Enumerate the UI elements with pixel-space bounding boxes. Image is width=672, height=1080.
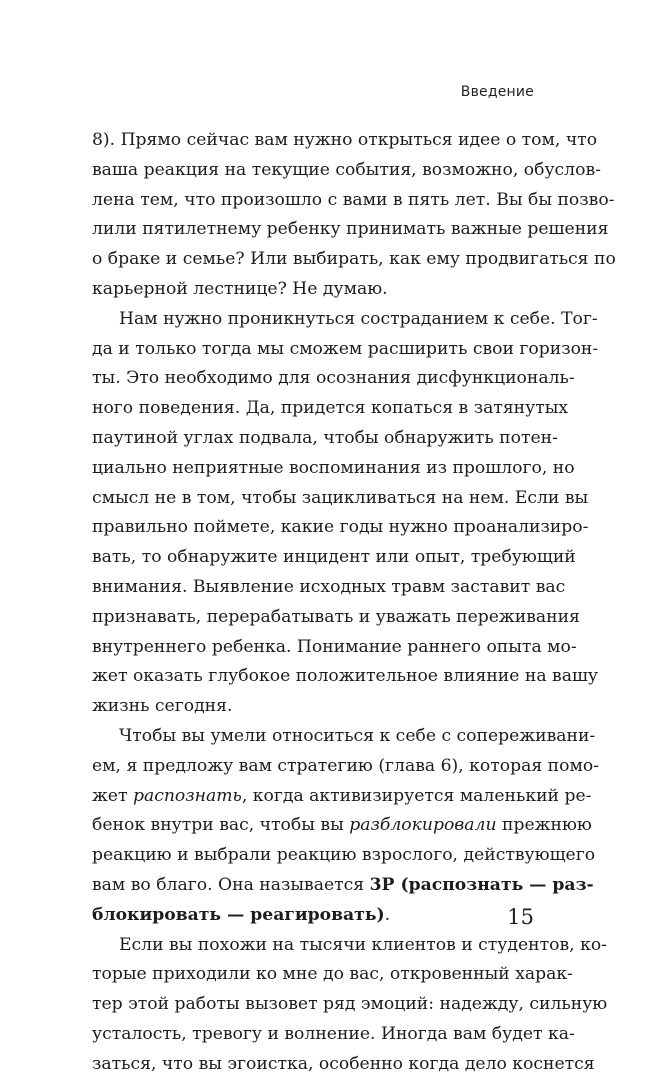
text-segment: бенок внутри вас, чтобы вы [92, 815, 350, 836]
text-line [92, 484, 589, 514]
text-line [92, 752, 600, 782]
text-segment: заться, что вы эгоистка, особенно когда дело коснется [92, 1053, 595, 1074]
text-segment: ного поведения. Да, придется копаться в затянутых [92, 398, 569, 419]
text-line [92, 513, 589, 543]
text-segment: паутиной углах подвала, чтобы обнаружить потен- [92, 427, 558, 448]
text-line [92, 1050, 595, 1080]
text-segment: Нам нужно проникнуться состраданием к себе. Тог- [119, 308, 598, 329]
paragraph [92, 305, 599, 722]
text-segment: ты. Это необходимо для осознания дисфункциональ- [92, 368, 575, 389]
text-line [92, 633, 577, 663]
text-line [92, 186, 615, 216]
text-segment: вам во благо. Она называется [92, 874, 370, 895]
text-segment: о браке и семье? Или выбирать, как ему продвигаться по [92, 249, 616, 270]
text-line [92, 394, 569, 424]
text-segment: внимания. Выявление исходных травм заставит вас [92, 576, 566, 597]
italic-term: распознать [132, 785, 242, 806]
text-line [92, 335, 599, 365]
bold-term: 3Р (распознать — раз- [369, 874, 594, 895]
text-segment: 8). Прямо сейчас вам нужно открыться идее о том, что [92, 130, 598, 150]
text-line [92, 543, 576, 573]
text-segment: . [384, 904, 391, 925]
text-line [92, 364, 575, 394]
text-line [92, 960, 573, 990]
text-segment: ем, я предложу вам стратегию (глава 6), которая помо- [92, 755, 600, 776]
text-line [92, 603, 580, 633]
text-segment: усталость, тревогу и волнение. Иногда вам будет ка- [92, 1023, 575, 1044]
text-line [92, 245, 616, 275]
text-line [92, 275, 538, 305]
text-segment: Если вы похожи на тысячи клиентов и студентов, ко- [119, 934, 607, 955]
text-segment: торые приходили ко мне до вас, откровенный харак- [92, 964, 573, 985]
text-line [92, 811, 592, 841]
text-segment: лена тем, что произошло с вами в пять лет. Вы бы позво- [92, 189, 615, 210]
paragraph [92, 126, 616, 305]
text-segment: вать, то обнаружите инцидент или опыт, требующий [92, 547, 576, 568]
paragraph [92, 722, 600, 931]
text-line [92, 782, 592, 812]
text-line [92, 215, 609, 245]
text-segment: признавать, перерабатывать и уважать переживания [92, 606, 580, 627]
text-segment: реакцию и выбрали реакцию взрослого, действующего [92, 845, 596, 866]
text-line [92, 990, 608, 1020]
text-line [92, 573, 566, 603]
page-number: 15 [507, 905, 534, 929]
text-segment: смысл не в том, чтобы зацикливаться на нем. Если вы [92, 487, 589, 508]
text-segment: лили пятилетнему ребенку принимать важные решения [92, 219, 609, 240]
text-line [92, 424, 558, 454]
italic-term: разблокировали [349, 815, 497, 836]
text-segment: правильно поймете, какие годы нужно проанализиро- [92, 517, 589, 538]
text-line [92, 722, 596, 752]
text-line [92, 871, 594, 901]
text-segment: , когда активизируется маленький ре- [241, 785, 592, 806]
text-line [92, 901, 538, 931]
text-segment: внутреннего ребенка. Понимание раннего опыта мо- [92, 636, 577, 657]
text-segment: прежнюю [496, 815, 592, 836]
text-line [92, 692, 538, 722]
text-line [92, 126, 598, 156]
text-line [92, 305, 598, 335]
text-segment: жет оказать глубокое положительное влияние на вашу [92, 666, 599, 687]
paragraph [92, 931, 608, 1080]
text-segment: карьерной лестнице? Не думаю. [92, 278, 388, 299]
text-segment: ваша реакция на текущие события, возможно, обуслов- [92, 159, 601, 180]
text-segment: жет [92, 785, 133, 806]
text-line [92, 156, 601, 186]
text-line [92, 454, 575, 484]
text-segment: циально неприятные воспоминания из прошлого, но [92, 457, 575, 478]
text-line [92, 662, 599, 692]
text-segment: да и только тогда мы сможем расширить свои горизон- [92, 338, 599, 359]
body-text [92, 126, 616, 1080]
running-head: Введение [460, 84, 534, 100]
text-line [92, 931, 607, 961]
text-line [92, 1020, 575, 1050]
text-segment: тер этой работы вызовет ряд эмоций: надежду, сильную [92, 994, 608, 1015]
text-line [92, 841, 596, 871]
text-segment: жизнь сегодня. [92, 696, 233, 717]
text-segment: Чтобы вы умели относиться к себе с сопереживани- [119, 725, 596, 746]
bold-term: блокировать — реагировать) [92, 904, 385, 925]
